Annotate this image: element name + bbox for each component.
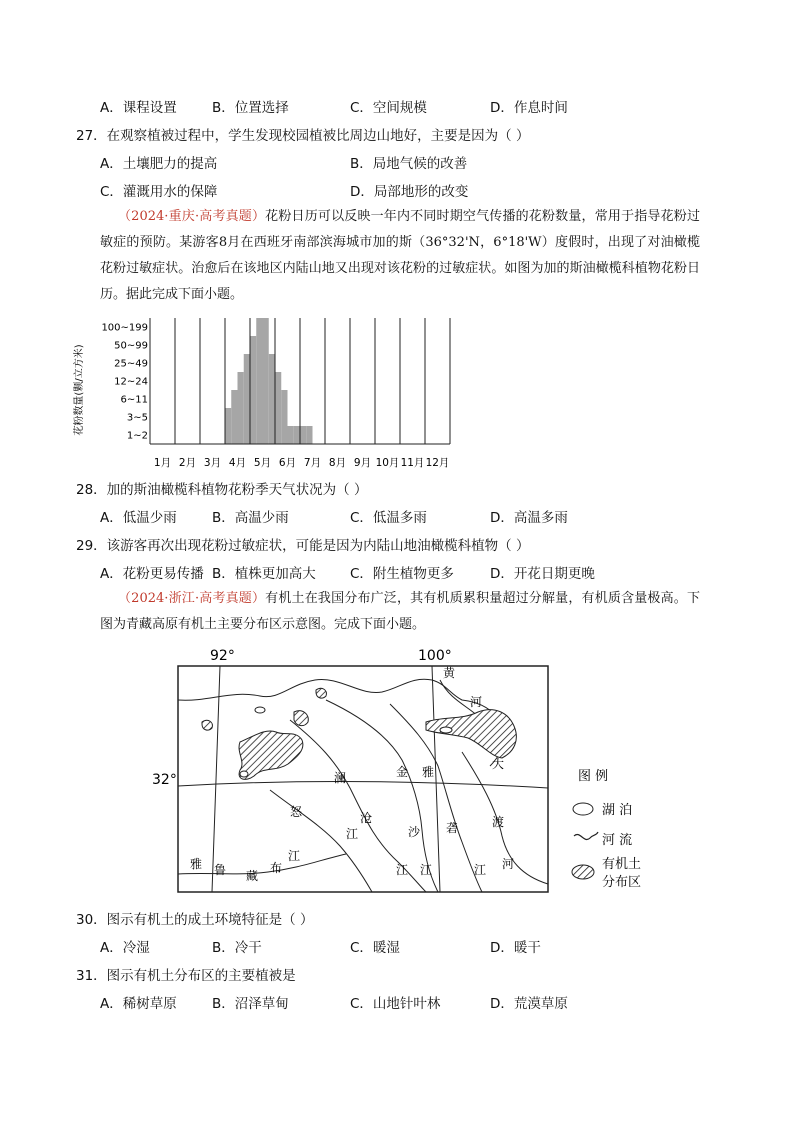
q29-option-b: B．植株更加高大 — [212, 566, 316, 582]
pollen-calendar-chart — [68, 310, 460, 472]
label-yalong-2: 砻 — [446, 821, 459, 835]
passage-2-source: （2024·浙江·高考真题） — [118, 591, 266, 606]
y-tick-label: 50~99 — [114, 340, 148, 352]
q28-stem: 28．加的斯油橄榄科植物花粉季天气状况为（ ） — [76, 482, 368, 498]
label-dadu-3: 河 — [502, 857, 515, 871]
q31-option-c: C．山地针叶林 — [350, 996, 441, 1012]
q26-option-d: D．作息时间 — [490, 100, 568, 116]
label-yarlung-2: 鲁 — [214, 863, 227, 877]
q27-stem: 27．在观察植被过程中，学生发现校园植被比周边山地好，主要是因为（ ） — [76, 128, 530, 144]
legend-river-symbol — [574, 832, 598, 840]
x-tick-label: 2月 — [178, 457, 197, 469]
q30-option-b: B．冷干 — [212, 940, 262, 956]
river-yarlung — [178, 854, 346, 874]
y-tick-label: 1~2 — [126, 430, 148, 442]
y-tick-label: 6~11 — [120, 394, 148, 406]
lon-label-100: 100° — [418, 648, 452, 664]
q28-option-b: B．高温少雨 — [212, 510, 289, 526]
chart-y-axis-label: 花粉数量(颗/立方米) — [74, 344, 85, 436]
x-tick-label: 9月 — [353, 457, 372, 469]
label-yarlung-5: 江 — [288, 849, 301, 863]
q28-options — [0, 506, 800, 530]
q31-option-b: B．沼泽草甸 — [212, 996, 289, 1012]
q30-option-c: C．暖湿 — [350, 940, 400, 956]
label-yalong-3: 江 — [474, 863, 487, 877]
passage-1 — [100, 204, 700, 308]
q30-option-d: D．暖干 — [490, 940, 541, 956]
label-huang-1: 黄 — [443, 666, 456, 680]
x-tick-label: 8月 — [328, 457, 347, 469]
label-jinsha-2: 沙 — [408, 825, 421, 839]
label-dadu-2: 渡 — [492, 815, 505, 829]
organic-soil-area-2 — [294, 711, 308, 726]
q29-stem: 29．该游客再次出现花粉过敏症状，可能是因为内陆山地油橄榄科植物（ ） — [76, 538, 530, 554]
legend-organic-soil-label-2: 分布区 — [602, 875, 642, 890]
pollen-bar — [244, 354, 250, 444]
x-tick-label: 1月 — [153, 457, 172, 469]
pollen-bar — [256, 318, 262, 444]
legend-organic-soil-label-1: 有机土 — [602, 857, 642, 872]
river-nu — [270, 790, 372, 892]
q27-option-d: D．局部地形的改变 — [350, 184, 469, 200]
lake-3 — [440, 727, 452, 733]
y-tick-label: 25~49 — [114, 358, 148, 370]
x-tick-label: 6月 — [278, 457, 297, 469]
organic-soil-area-3 — [202, 720, 212, 730]
lat-label-32: 32° — [152, 772, 177, 788]
lon-label-92: 92° — [210, 648, 235, 664]
label-jinsha-3: 江 — [420, 863, 433, 877]
chart-y-tick-labels — [101, 323, 148, 442]
map-legend — [572, 769, 641, 890]
legend-organic-soil-symbol — [572, 865, 594, 879]
pollen-bar — [250, 336, 256, 444]
q26-option-c: C．空间规模 — [350, 100, 427, 116]
q27-option-a: A．土壤肥力的提高 — [100, 156, 218, 172]
pollen-bar — [231, 390, 237, 444]
label-lancang-1: 澜 — [334, 771, 347, 785]
pollen-bar — [269, 354, 275, 444]
lake-2 — [240, 771, 248, 777]
q29-option-c: C．附生植物更多 — [350, 566, 454, 582]
pollen-bar — [225, 408, 231, 444]
q28-option-a: A．低温少雨 — [100, 510, 177, 526]
organic-soil-area-5 — [426, 710, 516, 758]
q26-option-b: B．位置选择 — [212, 100, 289, 116]
pollen-bar — [288, 426, 294, 444]
pollen-bar — [238, 372, 244, 444]
chart-gridlines — [150, 318, 450, 444]
map-frame — [178, 666, 548, 892]
lake-1 — [255, 707, 265, 713]
q29-options — [0, 562, 800, 586]
y-tick-label: 12~24 — [114, 376, 148, 388]
q26-option-a: A．课程设置 — [100, 100, 177, 116]
organic-soil-area-4 — [316, 688, 326, 698]
x-tick-label: 7月 — [303, 457, 322, 469]
meridian-100 — [432, 666, 440, 892]
x-tick-label: 5月 — [253, 457, 272, 469]
pollen-bar — [263, 318, 269, 444]
parallel-32 — [178, 781, 548, 788]
label-lancang-2: 沧 — [360, 811, 373, 825]
organic-soil-area-1 — [239, 731, 303, 779]
meridian-92 — [212, 666, 220, 892]
label-yarlung-1: 雅 — [190, 857, 203, 871]
label-nu-1: 怒 — [290, 805, 303, 819]
q27-options-row1 — [0, 152, 800, 176]
label-huang-2: 河 — [470, 695, 483, 709]
label-dadu-1: 大 — [492, 757, 505, 771]
q30-stem: 30．图示有机土的成土环境特征是（ ） — [76, 912, 314, 928]
q29-option-d: D．开花日期更晚 — [490, 566, 595, 582]
pollen-bar — [300, 426, 306, 444]
chart-bars — [225, 318, 313, 444]
passage-1-source: （2024·重庆·高考真题） — [118, 209, 266, 224]
pollen-bar — [275, 372, 281, 444]
label-yalong-1: 雅 — [422, 765, 435, 779]
legend-lake-label: 湖 泊 — [602, 803, 633, 818]
y-tick-label: 100~199 — [101, 322, 148, 334]
label-lancang-3: 江 — [396, 863, 409, 877]
x-tick-label: 12月 — [425, 457, 450, 469]
q28-option-c: C．低温多雨 — [350, 510, 427, 526]
q30-option-a: A．冷湿 — [100, 940, 150, 956]
q31-options — [0, 992, 800, 1016]
label-yarlung-4: 布 — [270, 861, 283, 875]
q27-options-row2 — [0, 180, 800, 204]
q30-options — [0, 936, 800, 960]
x-tick-label: 11月 — [400, 457, 425, 469]
pollen-bar — [306, 426, 312, 444]
x-tick-label: 4月 — [228, 457, 247, 469]
label-jinsha-1: 金 — [396, 765, 409, 779]
legend-river-label: 河 流 — [602, 833, 633, 848]
x-tick-label: 3月 — [203, 457, 222, 469]
q27-option-b: B．局地气候的改善 — [350, 156, 468, 172]
x-tick-label: 10月 — [375, 457, 400, 469]
q28-option-d: D．高温多雨 — [490, 510, 568, 526]
organic-soil-map — [150, 640, 670, 900]
passage-2-text: 有机土在我国分布广泛，其有机质累积量超过分解量，有机质含量极高。下图为青藏高原有机土主要分布区示意图。完成下面小题。 — [100, 591, 700, 632]
passage-1-text: 花粉日历可以反映一年内不同时期空气传播的花粉数量，常用于指导花粉过敏症的预防。某游客8月在西班牙南部滨海城市加的斯（36°32'N，6°18'W）度假时，出现了对油橄榄花粉过敏症状。治愈后在该地区内陆山地又出现对该花粉的过敏症状。如图为加的斯油橄榄科植物花粉日历。据此完成下面小题。 — [100, 209, 700, 302]
q27-option-c: C．灌溉用水的保障 — [100, 184, 218, 200]
pollen-bar — [281, 390, 287, 444]
q31-option-a: A．稀树草原 — [100, 996, 177, 1012]
legend-lake-symbol — [573, 803, 593, 815]
y-tick-label: 3~5 — [126, 412, 148, 424]
pollen-bar — [294, 426, 300, 444]
q31-stem: 31．图示有机土分布区的主要植被是 — [76, 968, 296, 984]
q26-options — [0, 96, 800, 120]
q29-option-a: A．花粉更易传播 — [100, 566, 204, 582]
label-yarlung-3: 藏 — [246, 869, 259, 883]
label-nu-2: 江 — [346, 827, 359, 841]
legend-title: 图 例 — [578, 769, 609, 784]
q31-option-d: D．荒漠草原 — [490, 996, 568, 1012]
passage-2 — [100, 586, 700, 638]
chart-x-tick-labels — [154, 457, 450, 469]
